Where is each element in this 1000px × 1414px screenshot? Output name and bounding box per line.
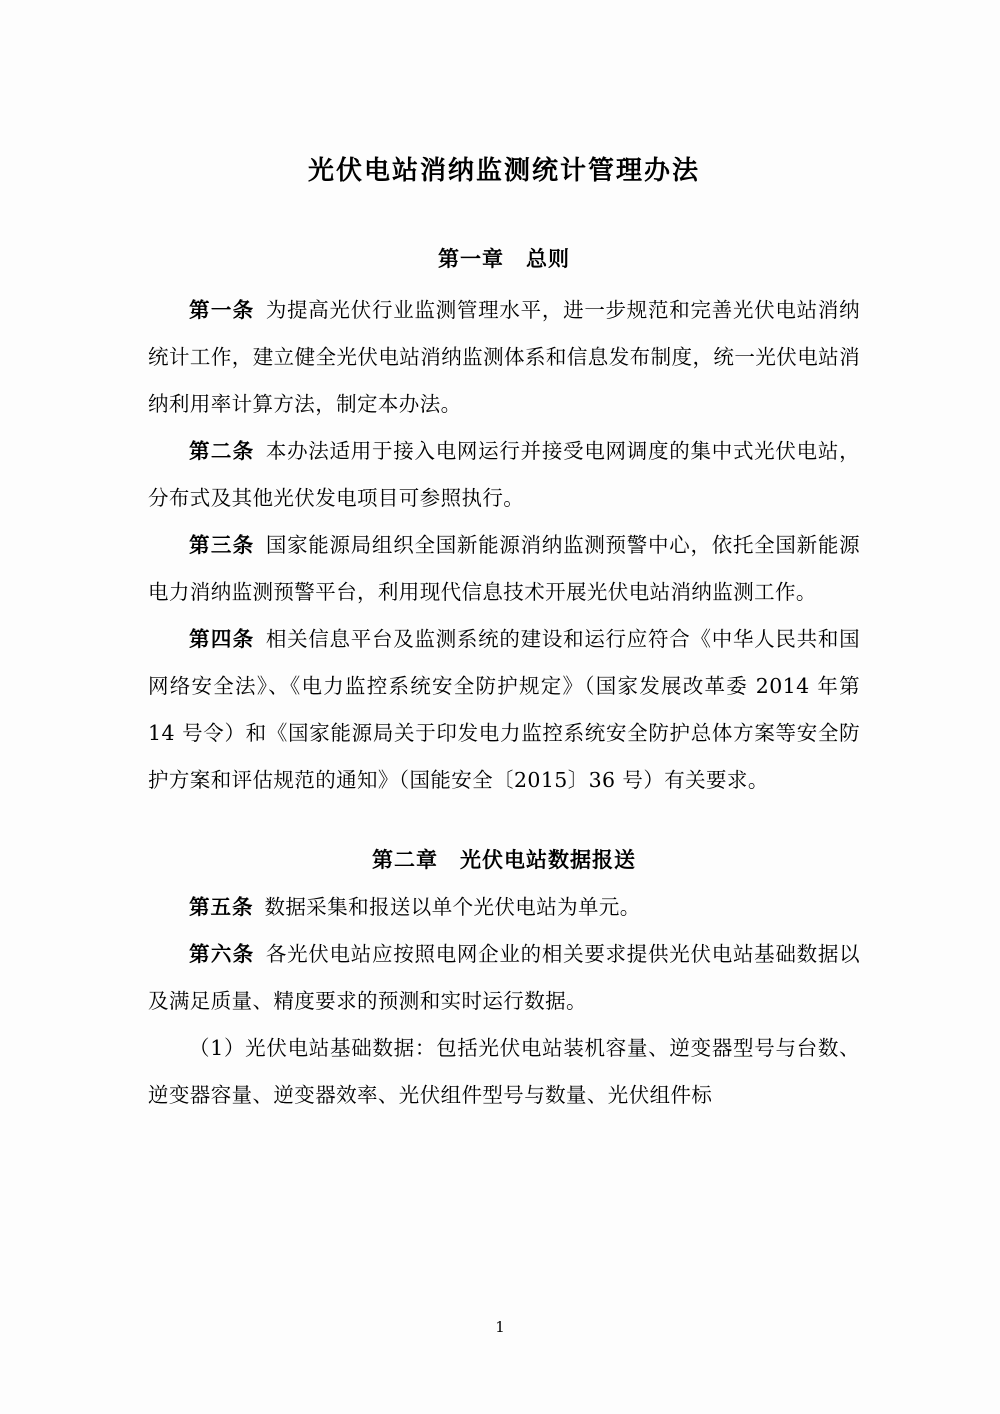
article-2-label: 第二条 — [189, 439, 255, 463]
article-6 — [148, 931, 860, 1025]
page-title: 光伏电站消纳监测统计管理办法 — [307, 156, 700, 186]
article-6-label: 第六条 — [189, 942, 255, 966]
article-3-label: 第三条 — [189, 533, 255, 557]
chapter-heading-2: 第二章 光伏电站数据报送 — [372, 847, 636, 872]
article-2 — [148, 428, 860, 522]
page-content — [148, 0, 860, 1119]
article-6-text: 各光伏电站应按照电网企业的相关要求提供光伏电站基础数据以及满足质量、精度要求的预测和实时运行数据。 — [148, 942, 860, 1013]
article-5 — [148, 884, 860, 931]
article-5-label: 第五条 — [189, 895, 254, 919]
article-2-text: 本办法适用于接入电网运行并接受电网调度的集中式光伏电站，分布式及其他光伏发电项目可参照执行。 — [148, 439, 860, 510]
article-1 — [148, 287, 860, 428]
article-1-text: 为提高光伏行业监测管理水平，进一步规范和完善光伏电站消纳统计工作，建立健全光伏电站消纳监测体系和信息发布制度，统一光伏电站消纳利用率计算方法，制定本办法。 — [148, 298, 860, 416]
article-5-text: 数据采集和报送以单个光伏电站为单元。 — [264, 895, 641, 919]
article-3-text: 国家能源局组织全国新能源消纳监测预警中心，依托全国新能源电力消纳监测预警平台，利用现代信息技术开展光伏电站消纳监测工作。 — [148, 533, 860, 604]
chapter-heading-1: 第一章 总则 — [438, 246, 570, 271]
list-item-1: （1）光伏电站基础数据：包括光伏电站装机容量、逆变器型号与台数、逆变器容量、逆变器效率、光伏组件型号与数量、光伏组件标 — [148, 1036, 860, 1107]
article-4-text: 相关信息平台及监测系统的建设和运行应符合《中华人民共和国网络安全法》、《电力监控系统安全防护规定》（国家发展改革委 2014 年第 14 号令）和《国家能源局关于印发电力监控系统安全防护总体方案等安全防护方案和评估规范的通知》（国能安全〔2015〕36 号）有关要求。 — [148, 627, 860, 792]
article-4 — [148, 616, 860, 804]
page-number: 1 — [495, 1318, 505, 1336]
article-1-label: 第一条 — [189, 298, 255, 322]
article-4-label: 第四条 — [189, 627, 255, 651]
article-3 — [148, 522, 860, 616]
